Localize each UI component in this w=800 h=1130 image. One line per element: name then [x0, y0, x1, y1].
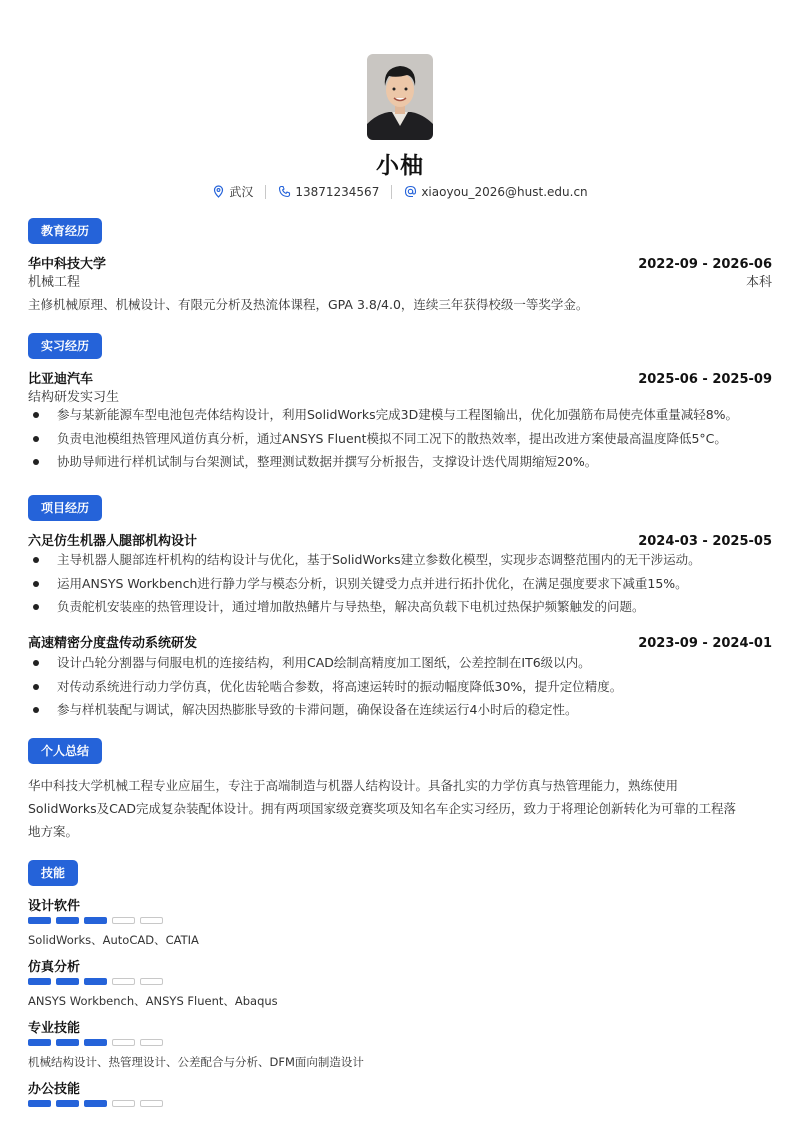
skill-segment-filled [56, 917, 79, 924]
phone-text: 13871234567 [295, 184, 380, 199]
skill-segment-filled [56, 1039, 79, 1046]
skill-description: ANSYS Workbench、ANSYS Fluent、Abaqus [28, 994, 278, 1008]
list-item: 对传动系统进行动力学仿真，优化齿轮啮合参数，将高速运转时的振动幅度降低30%，提升定位精度。 [28, 675, 772, 699]
skill-level-bar [28, 1100, 163, 1107]
project-date: 2023-09 - 2024-01 [638, 636, 772, 651]
summary-line: SolidWorks及CAD完成复杂装配体设计。拥有两项国家级竞赛奖项及知名车企实习经历，致力于将理论创新转化为可靠的工程落 [28, 801, 737, 816]
project-title: 六足仿生机器人腿部机构设计 [28, 534, 198, 549]
role: 结构研发实习生 [28, 390, 120, 405]
skill-segment-filled [84, 978, 107, 985]
skill-level-bar [28, 1039, 163, 1046]
section-tag-internship: 实习经历 [28, 333, 102, 359]
summary-line: 地方案。 [28, 824, 79, 839]
list-item: 参与样机装配与调试，解决因热膨胀导致的卡滞问题，确保设备在连续运行4小时后的稳定性。 [28, 698, 772, 722]
project-bullets [28, 548, 772, 619]
internship-header [28, 368, 772, 387]
skill-segment-empty [112, 978, 135, 985]
summary-text [28, 774, 772, 843]
education-description: 主修机械原理、机械设计、有限元分析及热流体课程，GPA 3.8/4.0，连续三年获得校级一等奖学金。 [28, 297, 589, 312]
city-text: 武汉 [229, 185, 254, 199]
skill-segment-empty [140, 1100, 163, 1107]
at-sign-icon [404, 185, 417, 198]
list-item: 负责舵机安装座的热管理设计，通过增加散热鳍片与导热垫，解决高负载下电机过热保护频繁触发的问题。 [28, 595, 772, 619]
education-sub [28, 271, 772, 290]
skill-segment-filled [28, 1100, 51, 1107]
project-date: 2024-03 - 2025-05 [638, 534, 772, 549]
skill-segment-empty [112, 917, 135, 924]
skill-description: SolidWorks、AutoCAD、CATIA [28, 933, 199, 947]
skill-segment-filled [28, 978, 51, 985]
list-item: 参与某新能源车型电池包壳体结构设计，利用SolidWorks完成3D建模与工程图输出，优化加强筋布局使壳体重量减轻8%。 [28, 403, 772, 427]
contact-bar [0, 183, 800, 200]
project-header [28, 632, 772, 651]
degree: 本科 [745, 275, 772, 290]
skill-level-bar [28, 978, 163, 985]
education-date: 2022-09 - 2026-06 [638, 257, 772, 272]
list-item: 负责电池模组热管理风道仿真分析，通过ANSYS Fluent模拟不同工况下的散热效率，提出改进方案使最高温度降低5°C。 [28, 427, 772, 451]
list-item: 协助导师进行样机试制与台架测试，整理测试数据并撰写分析报告，支撑设计迭代周期缩短20%。 [28, 450, 772, 474]
internship-bullets [28, 403, 772, 474]
skill-segment-filled [56, 1100, 79, 1107]
skill-segment-empty [112, 1039, 135, 1046]
contact-divider [265, 185, 266, 199]
project-header [28, 530, 772, 549]
skill-segment-filled [56, 978, 79, 985]
skill-segment-empty [140, 978, 163, 985]
skill-name: 设计软件 [28, 899, 81, 914]
company-name: 比亚迪汽车 [28, 372, 94, 387]
major: 机械工程 [28, 275, 81, 290]
skill-name: 办公技能 [28, 1082, 81, 1097]
section-tag-education: 教育经历 [28, 218, 102, 244]
avatar [367, 54, 433, 140]
skill-segment-filled [84, 1100, 107, 1107]
skill-segment-empty [112, 1100, 135, 1107]
project-bullets [28, 651, 772, 722]
project-title: 高速精密分度盘传动系统研发 [28, 636, 198, 651]
contact-email[interactable] [404, 185, 587, 199]
contact-divider [391, 185, 392, 199]
internship-date: 2025-06 - 2025-09 [638, 372, 772, 387]
skill-level-bar [28, 917, 163, 924]
skill-segment-empty [140, 917, 163, 924]
skill-segment-filled [28, 917, 51, 924]
skill-description: 机械结构设计、热管理设计、公差配合与分析、DFM面向制造设计 [28, 1055, 364, 1069]
section-tag-projects: 项目经历 [28, 495, 102, 521]
section-tag-summary: 个人总结 [28, 738, 102, 764]
list-item: 运用ANSYS Workbench进行静力学与模态分析，识别关键受力点并进行拓扑优化，在满足强度要求下减重15%。 [28, 572, 772, 596]
education-header [28, 253, 772, 272]
skill-segment-empty [140, 1039, 163, 1046]
school-name: 华中科技大学 [28, 257, 107, 272]
skill-segment-filled [84, 1039, 107, 1046]
phone-icon [278, 185, 291, 198]
summary-line: 华中科技大学机械工程专业应届生，专注于高端制造与机器人结构设计。具备扎实的力学仿真与热管理能力，熟练使用 [28, 778, 679, 793]
contact-city [212, 183, 253, 200]
skill-segment-filled [84, 917, 107, 924]
candidate-name: 小柚 [376, 153, 424, 179]
section-tag-skills: 技能 [28, 860, 78, 886]
list-item: 设计凸轮分割器与伺服电机的连接结构，利用CAD绘制高精度加工图纸，公差控制在IT6级以内。 [28, 651, 772, 675]
list-item: 主导机器人腿部连杆机构的结构设计与优化，基于SolidWorks建立参数化模型，实现步态调整范围内的无干涉运动。 [28, 548, 772, 572]
skill-name: 专业技能 [28, 1021, 81, 1036]
location-pin-icon [212, 185, 225, 198]
skill-name: 仿真分析 [28, 960, 81, 975]
email-text: xiaoyou_2026@hust.edu.cn [421, 184, 588, 199]
skill-segment-filled [28, 1039, 51, 1046]
contact-phone[interactable] [278, 185, 379, 199]
